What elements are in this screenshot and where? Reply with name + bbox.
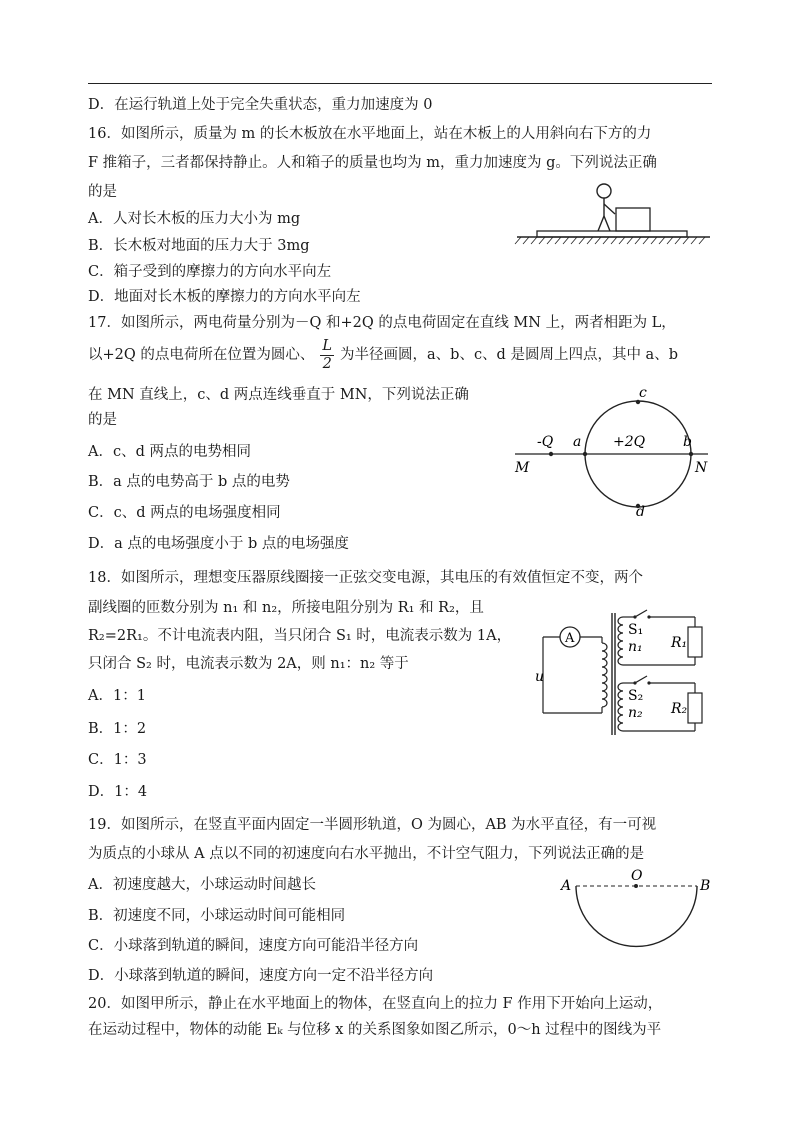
- q19-label-b: B: [700, 878, 711, 894]
- q18-option-c: C．1：3: [88, 752, 147, 768]
- q18-stem-line3: R₂=2R₁。不计电流表内阻，当只闭合 S₁ 时，电流表示数为 1A，: [88, 628, 512, 644]
- q17-label-c: c: [639, 385, 647, 401]
- q16-box: [616, 208, 650, 231]
- q17-option-b: B．a 点的电势高于 b 点的电势: [88, 474, 290, 490]
- q18-stem-line4: 只闭合 S₂ 时，电流表示数为 2A，则 n₁：n₂ 等于: [88, 656, 409, 672]
- q17-label-n: N: [695, 460, 708, 476]
- q18-label-n2: n₂: [628, 705, 643, 721]
- q17-label-neg-charge: -Q: [537, 434, 554, 450]
- q18-option-d: D．1：4: [88, 784, 148, 800]
- q18-stem-line1: 18．如图所示，理想变压器原线圈接一正弦交变电源，其电压的有效值恒定不变，两个: [88, 570, 643, 586]
- q18-stem-line2: 副线圈的匝数分别为 n₁ 和 n₂，所接电阻分别为 R₁ 和 R₂，且: [88, 600, 484, 616]
- top-rule: [88, 83, 712, 84]
- q18-ammeter-label: A: [565, 631, 575, 646]
- q17-label-a: a: [573, 434, 582, 450]
- q17-stem-line3: 在 MN 直线上，c、d 两点连线垂直于 MN，下列说法正确: [88, 387, 469, 403]
- q17-label-m: M: [515, 460, 530, 476]
- q16-board: [537, 231, 687, 237]
- q18-label-r2: R₂: [671, 701, 688, 717]
- q17-fraction-numerator: L: [322, 337, 333, 354]
- q19-option-c: C．小球落到轨道的瞬间，速度方向可能沿半径方向: [88, 938, 419, 954]
- q17-fraction-denominator: 2: [322, 355, 332, 372]
- q16-option-c: C．箱子受到的摩擦力的方向水平向左: [88, 264, 332, 280]
- q17-stem-line1: 17．如图所示，两电荷量分别为－Q 和+2Q 的点电荷固定在直线 MN 上，两者相距为 L，: [88, 315, 676, 331]
- q17-stem-line2-pre: 以+2Q 的点电荷所在位置为圆心、: [88, 347, 315, 363]
- q17-figure: [505, 385, 720, 520]
- q19-figure: [560, 868, 715, 963]
- q19-option-d: D．小球落到轨道的瞬间，速度方向一定不沿半径方向: [88, 968, 434, 984]
- q16-option-d: D．地面对长木板的摩擦力的方向水平向左: [88, 289, 361, 305]
- q19-option-b: B．初速度不同，小球运动时间可能相同: [88, 908, 346, 924]
- q17-option-c: C．c、d 两点的电场强度相同: [88, 505, 281, 521]
- q17-label-b: b: [683, 434, 692, 450]
- q17-label-d: d: [636, 504, 645, 520]
- q17-stem-line4: 的是: [88, 412, 117, 428]
- q18-option-b: B．1：2: [88, 721, 147, 737]
- q20-stem-line2: 在运动过程中，物体的动能 Eₖ 与位移 x 的关系图象如图乙所示，0～h 过程中的图线为平: [88, 1022, 662, 1038]
- q17-option-a: A．c、d 两点的电势相同: [88, 444, 251, 460]
- q19-option-a: A．初速度越大，小球运动时间越长: [88, 877, 316, 893]
- q17-stem-line2: [88, 336, 678, 374]
- q18-voltage-label: u: [535, 669, 545, 685]
- q18-label-r1: R₁: [671, 635, 688, 651]
- q17-stem-line2-post: 为半径画圆，a、b、c、d 是圆周上四点，其中 a、b: [340, 347, 678, 363]
- q18-label-s1: S₁: [628, 622, 644, 638]
- q16-figure: [515, 178, 715, 248]
- q19-label-o: O: [631, 868, 643, 884]
- q18-option-a: A．1：1: [88, 688, 146, 704]
- q16-stem-line3: 的是: [88, 184, 117, 200]
- q16-option-b: B．长木板对地面的压力大于 3mg: [88, 238, 310, 254]
- q20-stem-line1: 20．如图甲所示，静止在水平地面上的物体，在竖直向上的拉力 F 作用下开始向上运动，: [88, 996, 663, 1012]
- q16-stem-line2: F 推箱子，三者都保持静止。人和箱子的质量也均为 m，重力加速度为 g。下列说法正确: [88, 155, 657, 171]
- q16-option-a: A．人对长木板的压力大小为 mg: [88, 211, 301, 227]
- q19-label-a: A: [561, 878, 572, 894]
- q19-stem-line1: 19．如图所示，在竖直平面内固定一半圆形轨道，O 为圆心，AB 为水平直径，有一可视: [88, 817, 657, 833]
- q18-figure: [525, 605, 715, 745]
- q16-stem-line1: 16．如图所示，质量为 m 的长木板放在水平地面上，站在木板上的人用斜向右下方的力: [88, 126, 652, 142]
- q18-label-s2: S₂: [628, 688, 644, 704]
- q18-label-n1: n₁: [628, 639, 643, 655]
- q17-fraction: [320, 338, 334, 373]
- q17-label-pos-charge: +2Q: [613, 434, 646, 450]
- q19-stem-line2: 为质点的小球从 A 点以不同的初速度向右水平抛出，不计空气阻力，下列说法正确的是: [88, 846, 645, 862]
- q15-option-d: D．在运行轨道上处于完全失重状态，重力加速度为 0: [88, 97, 433, 113]
- q17-option-d: D．a 点的电场强度小于 b 点的电场强度: [88, 536, 349, 552]
